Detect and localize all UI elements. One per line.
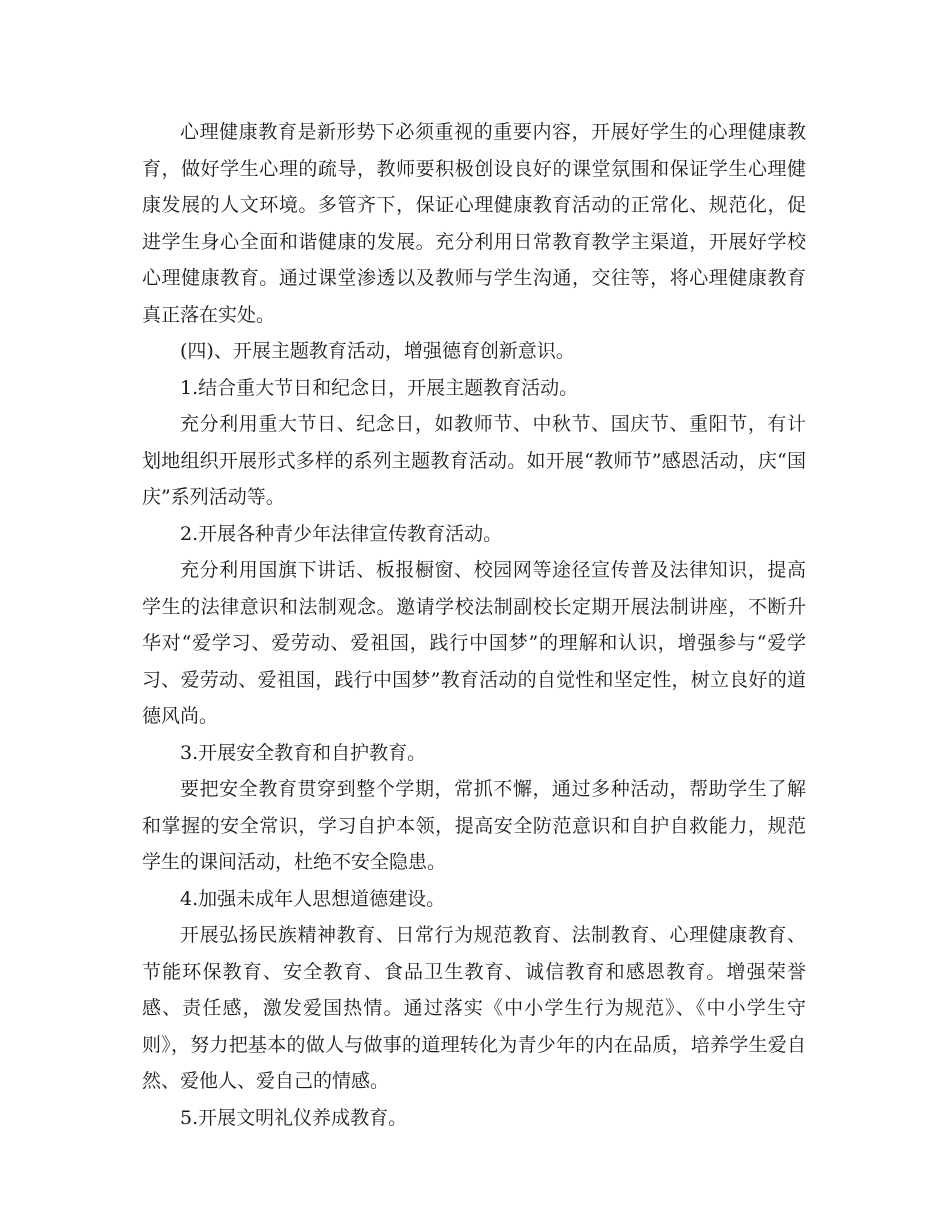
document-page (142, 114, 806, 1136)
paragraph-safety: 要把安全教育贯穿到整个学期，常抓不懈，通过多种活动，帮助学生了解和掌握的安全常识，学习自护本领，提高安全防范意识和自护自救能力，规范学生的课间活动，杜绝不安全隐患。 (142, 778, 806, 873)
heading-section-four: (四)、开展主题教育活动，增强德育创新意识。 (180, 340, 575, 362)
heading-item-4: 4.加强未成年人思想道德建设。 (180, 887, 446, 910)
paragraph-mental-health: 心理健康教育是新形势下必须重视的重要内容，开展好学生的心理健康教育，做好学生心理的疏导，教师要积极创设良好的课堂氛围和保证学生心理健康发展的人文环境。多管齐下，保证心理健康教育活动的正常化、规范化，促进学生身心全面和谐健康的发展。充分利用日常教育教学主渠道，开展好学校心理健康教育。通过课堂渗透以及教师与学生沟通，交往等，将心理健康教育真正落在实处。 (142, 121, 806, 326)
heading-item-3: 3.开展安全教育和自护教育。 (180, 741, 427, 764)
heading-item-2: 2.开展各种青少年法律宣传教育活动。 (180, 522, 503, 545)
heading-item-5: 5.开展文明礼仪养成教育。 (180, 1106, 408, 1129)
heading-item-1: 1.结合重大节日和纪念日，开展主题教育活动。 (180, 376, 579, 399)
paragraph-holidays: 充分利用重大节日、纪念日，如教师节、中秋节、国庆节、重阳节，有计划地组织开展形式多样的系列主题教育活动。如开展“教师节”感恩活动，庆“国庆”系列活动等。 (142, 413, 806, 508)
paragraph-legal-education: 充分利用国旗下讲话、板报橱窗、校园网等途径宣传普及法律知识，提高学生的法律意识和法制观念。邀请学校法制副校长定期开展法制讲座，不断升华对“爱学习、爱劳动、爱祖国，践行中国梦”的理解和认识，增强参与“爱学习、爱劳动、爱祖国，践行中国梦”教育活动的自觉性和坚定性，树立良好的道德风尚。 (142, 559, 806, 727)
paragraph-moral-building: 开展弘扬民族精神教育、日常行为规范教育、法制教育、心理健康教育、节能环保教育、安全教育、食品卫生教育、诚信教育和感恩教育。增强荣誉感、责任感，激发爱国热情。通过落实《中小学生行为规范》、《中小学生守则》，努力把基本的做人与做事的道理转化为青少年的内在品质，培养学生爱自然、爱他人、爱自己的情感。 (142, 924, 806, 1092)
